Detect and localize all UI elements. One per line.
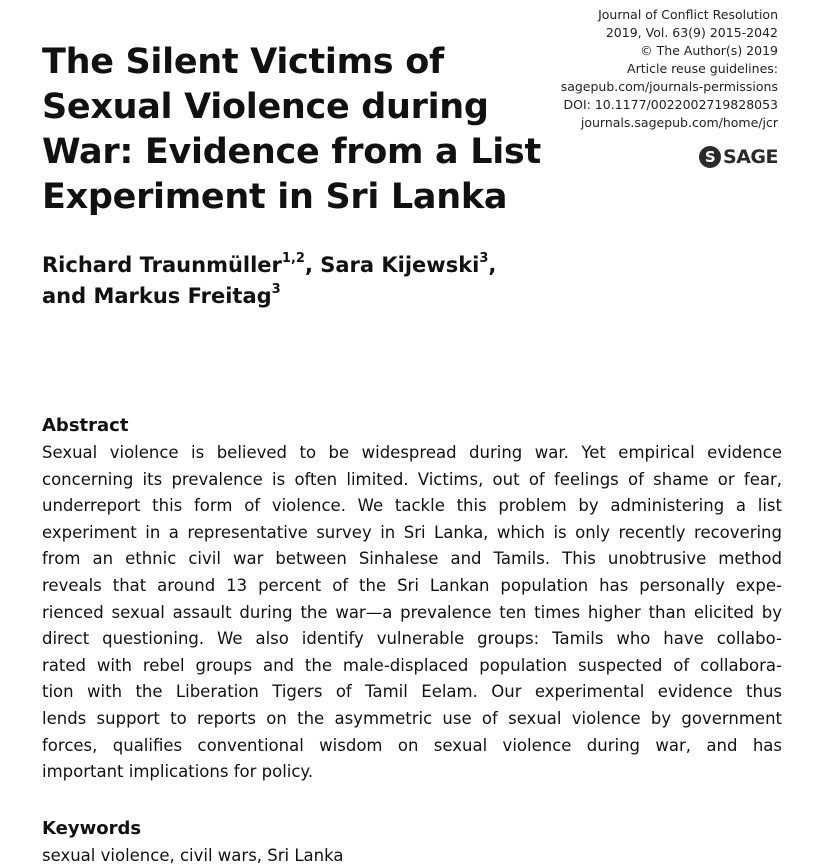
- title-line: Sexual Violence during: [42, 87, 489, 127]
- journal-name: Journal of Conflict Resolution: [598, 7, 778, 22]
- abstract-line: rienced sexual assault during the war—a prevalence ten times higher than elicited by: [42, 602, 782, 622]
- author-separator: ,: [304, 253, 321, 277]
- abstract-line: lends support to reports on the asymmetric use of sexual violence by government: [42, 708, 782, 728]
- author-affiliation: 3: [271, 282, 281, 297]
- abstract-line: tion with the Liberation Tigers of Tamil Eelam. Our experimental evidence thus: [42, 682, 782, 702]
- doi[interactable]: DOI: 10.1177/0022002719828053: [563, 97, 778, 112]
- copyright: © The Author(s) 2019: [640, 43, 778, 58]
- journal-metadata: [518, 6, 778, 132]
- abstract-line: experiment in a representative survey in Sri Lanka, which is only recently recovering: [42, 522, 782, 542]
- sage-mark-icon: S: [699, 146, 721, 168]
- sage-logo: [699, 146, 778, 168]
- author-name: Richard Traunmüller: [42, 253, 282, 277]
- title-line: The Silent Victims of: [42, 42, 444, 82]
- abstract-line: forces, qualifies conventional wisdom on sexual violence during war, and has: [42, 735, 782, 755]
- sage-wordmark: SAGE: [723, 146, 778, 168]
- author-line: [42, 250, 602, 281]
- journal-issue: 2019, Vol. 63(9) 2015-2042: [605, 25, 778, 40]
- abstract-line: reveals that around 13 percent of the Sri Lankan population has personally expe-: [42, 575, 782, 595]
- abstract-line: underreport this form of violence. We tackle this problem by administering a list: [42, 496, 782, 516]
- keywords-list: sexual violence, civil wars, Sri Lanka: [42, 846, 344, 865]
- abstract-heading: Abstract: [42, 415, 129, 436]
- title-line: Experiment in Sri Lanka: [42, 177, 508, 217]
- reuse-label: Article reuse guidelines:: [627, 61, 778, 76]
- abstract-line: Sexual violence is believed to be widespread during war. Yet empirical evidence: [42, 443, 782, 462]
- author-list: [42, 250, 602, 312]
- author-name: Sara Kijewski: [320, 253, 480, 277]
- article-title: [42, 40, 562, 220]
- author-line: [42, 281, 602, 312]
- abstract-line: important implications for policy.: [42, 762, 314, 782]
- keywords-heading: Keywords: [42, 818, 142, 839]
- abstract-line: direct questioning. We also identify vulnerable groups: Tamils who have collabo-: [42, 629, 782, 649]
- abstract-line: from an ethnic civil war between Sinhalese and Tamils. This unobtrusive method: [42, 549, 782, 569]
- journal-homepage-link[interactable]: journals.sagepub.com/home/jcr: [580, 115, 778, 130]
- abstract-line: concerning its prevalence is often limited. Victims, out of feelings of shame or fear,: [42, 469, 782, 489]
- title-line: War: Evidence from a List: [42, 132, 541, 172]
- reuse-link[interactable]: sagepub.com/journals-permissions: [560, 79, 778, 94]
- author-affiliation: 1,2: [281, 251, 305, 266]
- abstract-line: rated with rebel groups and the male-displaced population suspected of collabora-: [42, 655, 782, 675]
- author-separator: ,: [488, 253, 497, 277]
- abstract-body: [42, 440, 782, 786]
- author-affiliation: 3: [479, 251, 489, 266]
- author-name: and Markus Freitag: [42, 284, 272, 308]
